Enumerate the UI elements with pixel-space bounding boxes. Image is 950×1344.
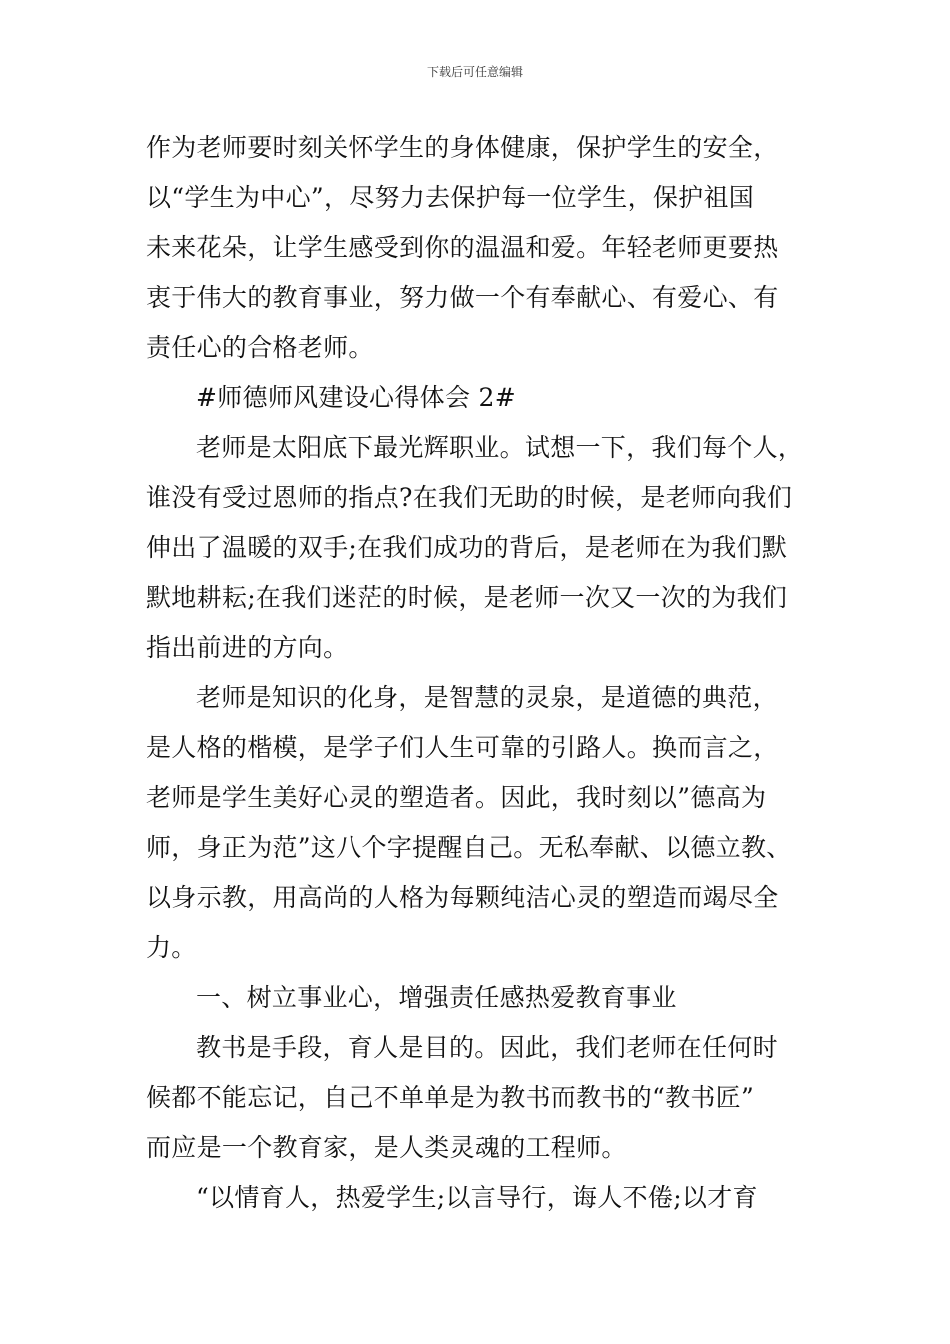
text-line: 力。	[146, 933, 197, 962]
page-header: 下载后可任意编辑	[426, 65, 523, 79]
text-line: 以“学生为中心”，尽努力去保护每一位学生，保护祖国	[146, 183, 755, 212]
text-line: 老师是知识的化身，是智慧的灵泉，是道德的典范，	[196, 683, 778, 712]
text-line: 谁没有受过恩师的指点?在我们无助的时候，是老师向我们	[146, 483, 793, 512]
text-line: 候都不能忘记，自己不单单是为教书而教书的“教书匠”	[146, 1083, 755, 1112]
text-line: 老师是太阳底下最光辉职业。试想一下，我们每个人，	[196, 433, 804, 462]
text-line: “以情育人，热爱学生;以言导行，诲人不倦;以才育	[196, 1183, 758, 1212]
text-line: 以身示教，用高尚的人格为每颗纯洁心灵的塑造而竭尽全	[146, 883, 779, 912]
text-line: 是人格的楷模，是学子们人生可靠的引路人。换而言之，	[146, 733, 779, 762]
text-line: 伸出了温暖的双手;在我们成功的背后，是老师在为我们默	[146, 533, 788, 562]
text-line: 教书是手段，育人是目的。因此，我们老师在任何时	[196, 1033, 778, 1062]
text-line: 而应是一个教育家，是人类灵魂的工程师。	[146, 1133, 627, 1162]
text-line: 责任心的合格老师。	[146, 333, 374, 362]
text-line: 指出前进的方向。	[146, 633, 349, 662]
section-heading: 一、树立事业心，增强责任感热爱教育事业	[196, 983, 677, 1012]
text-line: 作为老师要时刻关怀学生的身体健康，保护学生的安全，	[146, 133, 779, 162]
text-line: 未来花朵，让学生感受到你的温温和爱。年轻老师更要热	[146, 233, 779, 262]
text-line: 老师是学生美好心灵的塑造者。因此，我时刻以”德高为	[146, 783, 767, 812]
text-line: 默地耕耘;在我们迷茫的时候，是老师一次又一次的为我们	[146, 583, 788, 612]
text-line: 师，身正为范”这八个字提醒自己。无私奉献、以德立教、	[146, 833, 792, 862]
text-line: 衷于伟大的教育事业，努力做一个有奉献心、有爱心、有	[146, 283, 779, 312]
section-heading: #师德师风建设心得体会 2#	[196, 383, 516, 412]
